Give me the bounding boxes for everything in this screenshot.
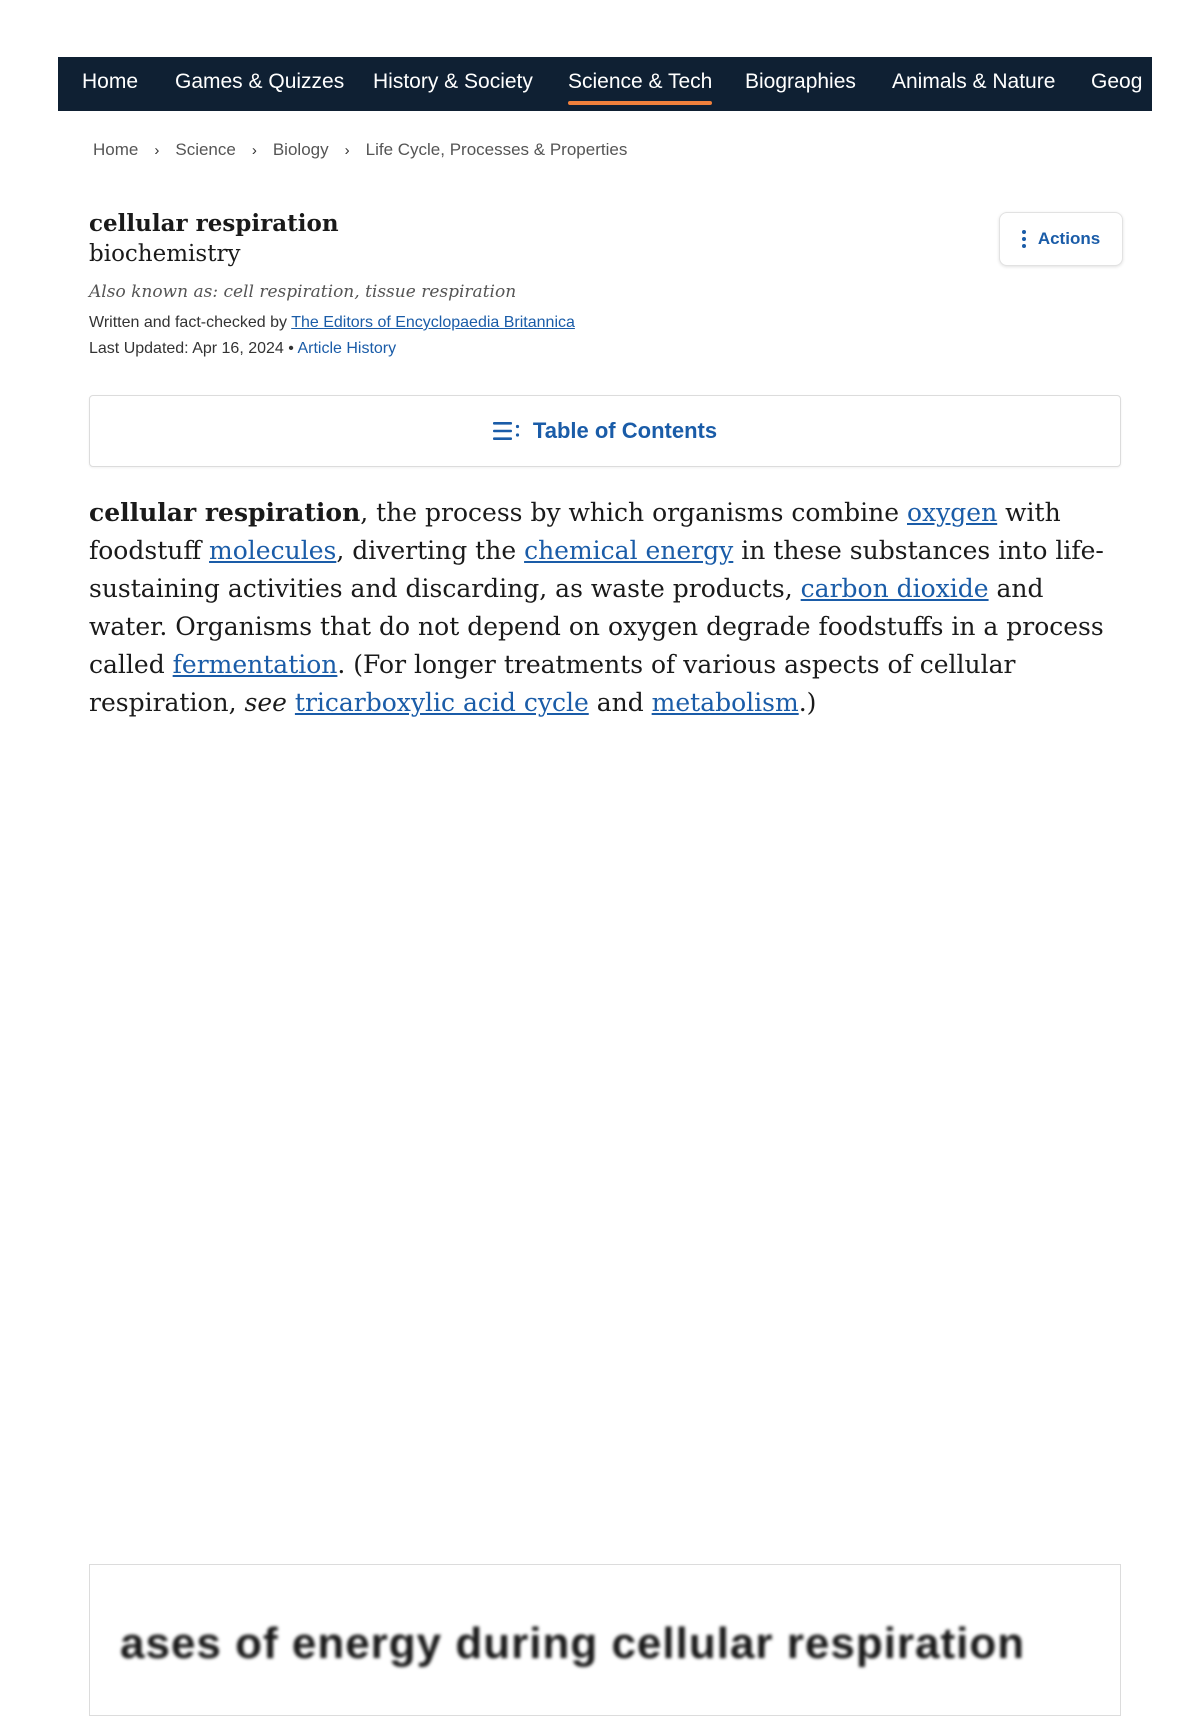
nav-item-games-quizzes[interactable]: Games & Quizzes	[175, 70, 345, 93]
figure-title: ases of energy during cellular respiration	[120, 1619, 1026, 1668]
article-paragraph	[89, 494, 1129, 722]
byline-prefix: Written and fact-checked by	[89, 314, 288, 331]
author-link[interactable]: The Editors of Encyclopaedia Britannica	[291, 314, 575, 331]
nav-item-biographies[interactable]: Biographies	[745, 70, 856, 93]
link-oxygen[interactable]: oxygen	[907, 498, 998, 527]
link-molecules[interactable]: molecules	[209, 536, 337, 565]
body-text: , diverting the	[336, 536, 525, 565]
actions-label: Actions	[1037, 229, 1101, 248]
link-metabolism[interactable]: metabolism	[651, 688, 799, 717]
nav-item-history-society[interactable]: History & Society	[373, 70, 533, 93]
toc-label: Table of Contents	[532, 418, 718, 443]
nav-item-geography[interactable]: Geog	[1091, 70, 1143, 93]
body-text: .)	[798, 688, 817, 717]
breadcrumb-life-cycle[interactable]: Life Cycle, Processes & Properties	[365, 140, 628, 159]
body-text: with foodstuff	[89, 498, 1061, 565]
link-carbon-dioxide[interactable]: carbon dioxide	[800, 574, 989, 603]
last-updated	[89, 340, 396, 358]
link-chemical-energy[interactable]: chemical energy	[524, 536, 734, 565]
body-text: and	[588, 688, 652, 717]
body-text	[287, 688, 295, 717]
also-known-as: Also known as: cell respiration, tissue respiration	[89, 282, 517, 302]
breadcrumb-separator: ›	[154, 142, 160, 159]
lead-term: cellular respiration	[89, 498, 361, 527]
more-vertical-icon	[1022, 230, 1026, 248]
nav-item-home[interactable]: Home	[82, 70, 139, 93]
nav-item-science-tech[interactable]: Science & Tech	[568, 57, 712, 111]
top-nav	[58, 57, 1152, 111]
breadcrumb-home[interactable]: Home	[93, 140, 139, 159]
body-text: in these substances into life-sustaining activities and discarding, as waste products,	[89, 536, 1104, 603]
nav-item-animals-nature[interactable]: Animals & Nature	[892, 70, 1056, 93]
table-of-contents-button[interactable]	[89, 395, 1121, 467]
figure-preview[interactable]	[89, 1564, 1121, 1716]
breadcrumb-separator: ›	[251, 142, 257, 159]
article-history-link[interactable]: Article History	[297, 340, 397, 357]
breadcrumb-science[interactable]: Science	[175, 140, 236, 159]
actions-button[interactable]	[999, 212, 1123, 266]
body-text: . (For longer treatments of various aspects of cellular respiration,	[89, 650, 1016, 717]
see-word: see	[244, 688, 287, 717]
breadcrumb-separator: ›	[344, 142, 350, 159]
list-icon	[493, 421, 521, 441]
link-fermentation[interactable]: fermentation	[172, 650, 338, 679]
body-text: , the process by which organisms combine	[360, 498, 907, 527]
body-text: and water. Organisms that do not depend on oxygen degrade foodstuffs in a process called	[89, 574, 1104, 679]
last-updated-date: Last Updated: Apr 16, 2024	[89, 340, 284, 357]
breadcrumb	[93, 140, 627, 160]
bullet-separator: •	[288, 340, 294, 357]
page-title: cellular respiration	[89, 210, 339, 237]
byline	[89, 314, 575, 332]
link-tricarboxylic-acid-cycle[interactable]: tricarboxylic acid cycle	[294, 688, 589, 717]
page-subtitle: biochemistry	[89, 241, 241, 267]
breadcrumb-biology[interactable]: Biology	[272, 140, 329, 159]
